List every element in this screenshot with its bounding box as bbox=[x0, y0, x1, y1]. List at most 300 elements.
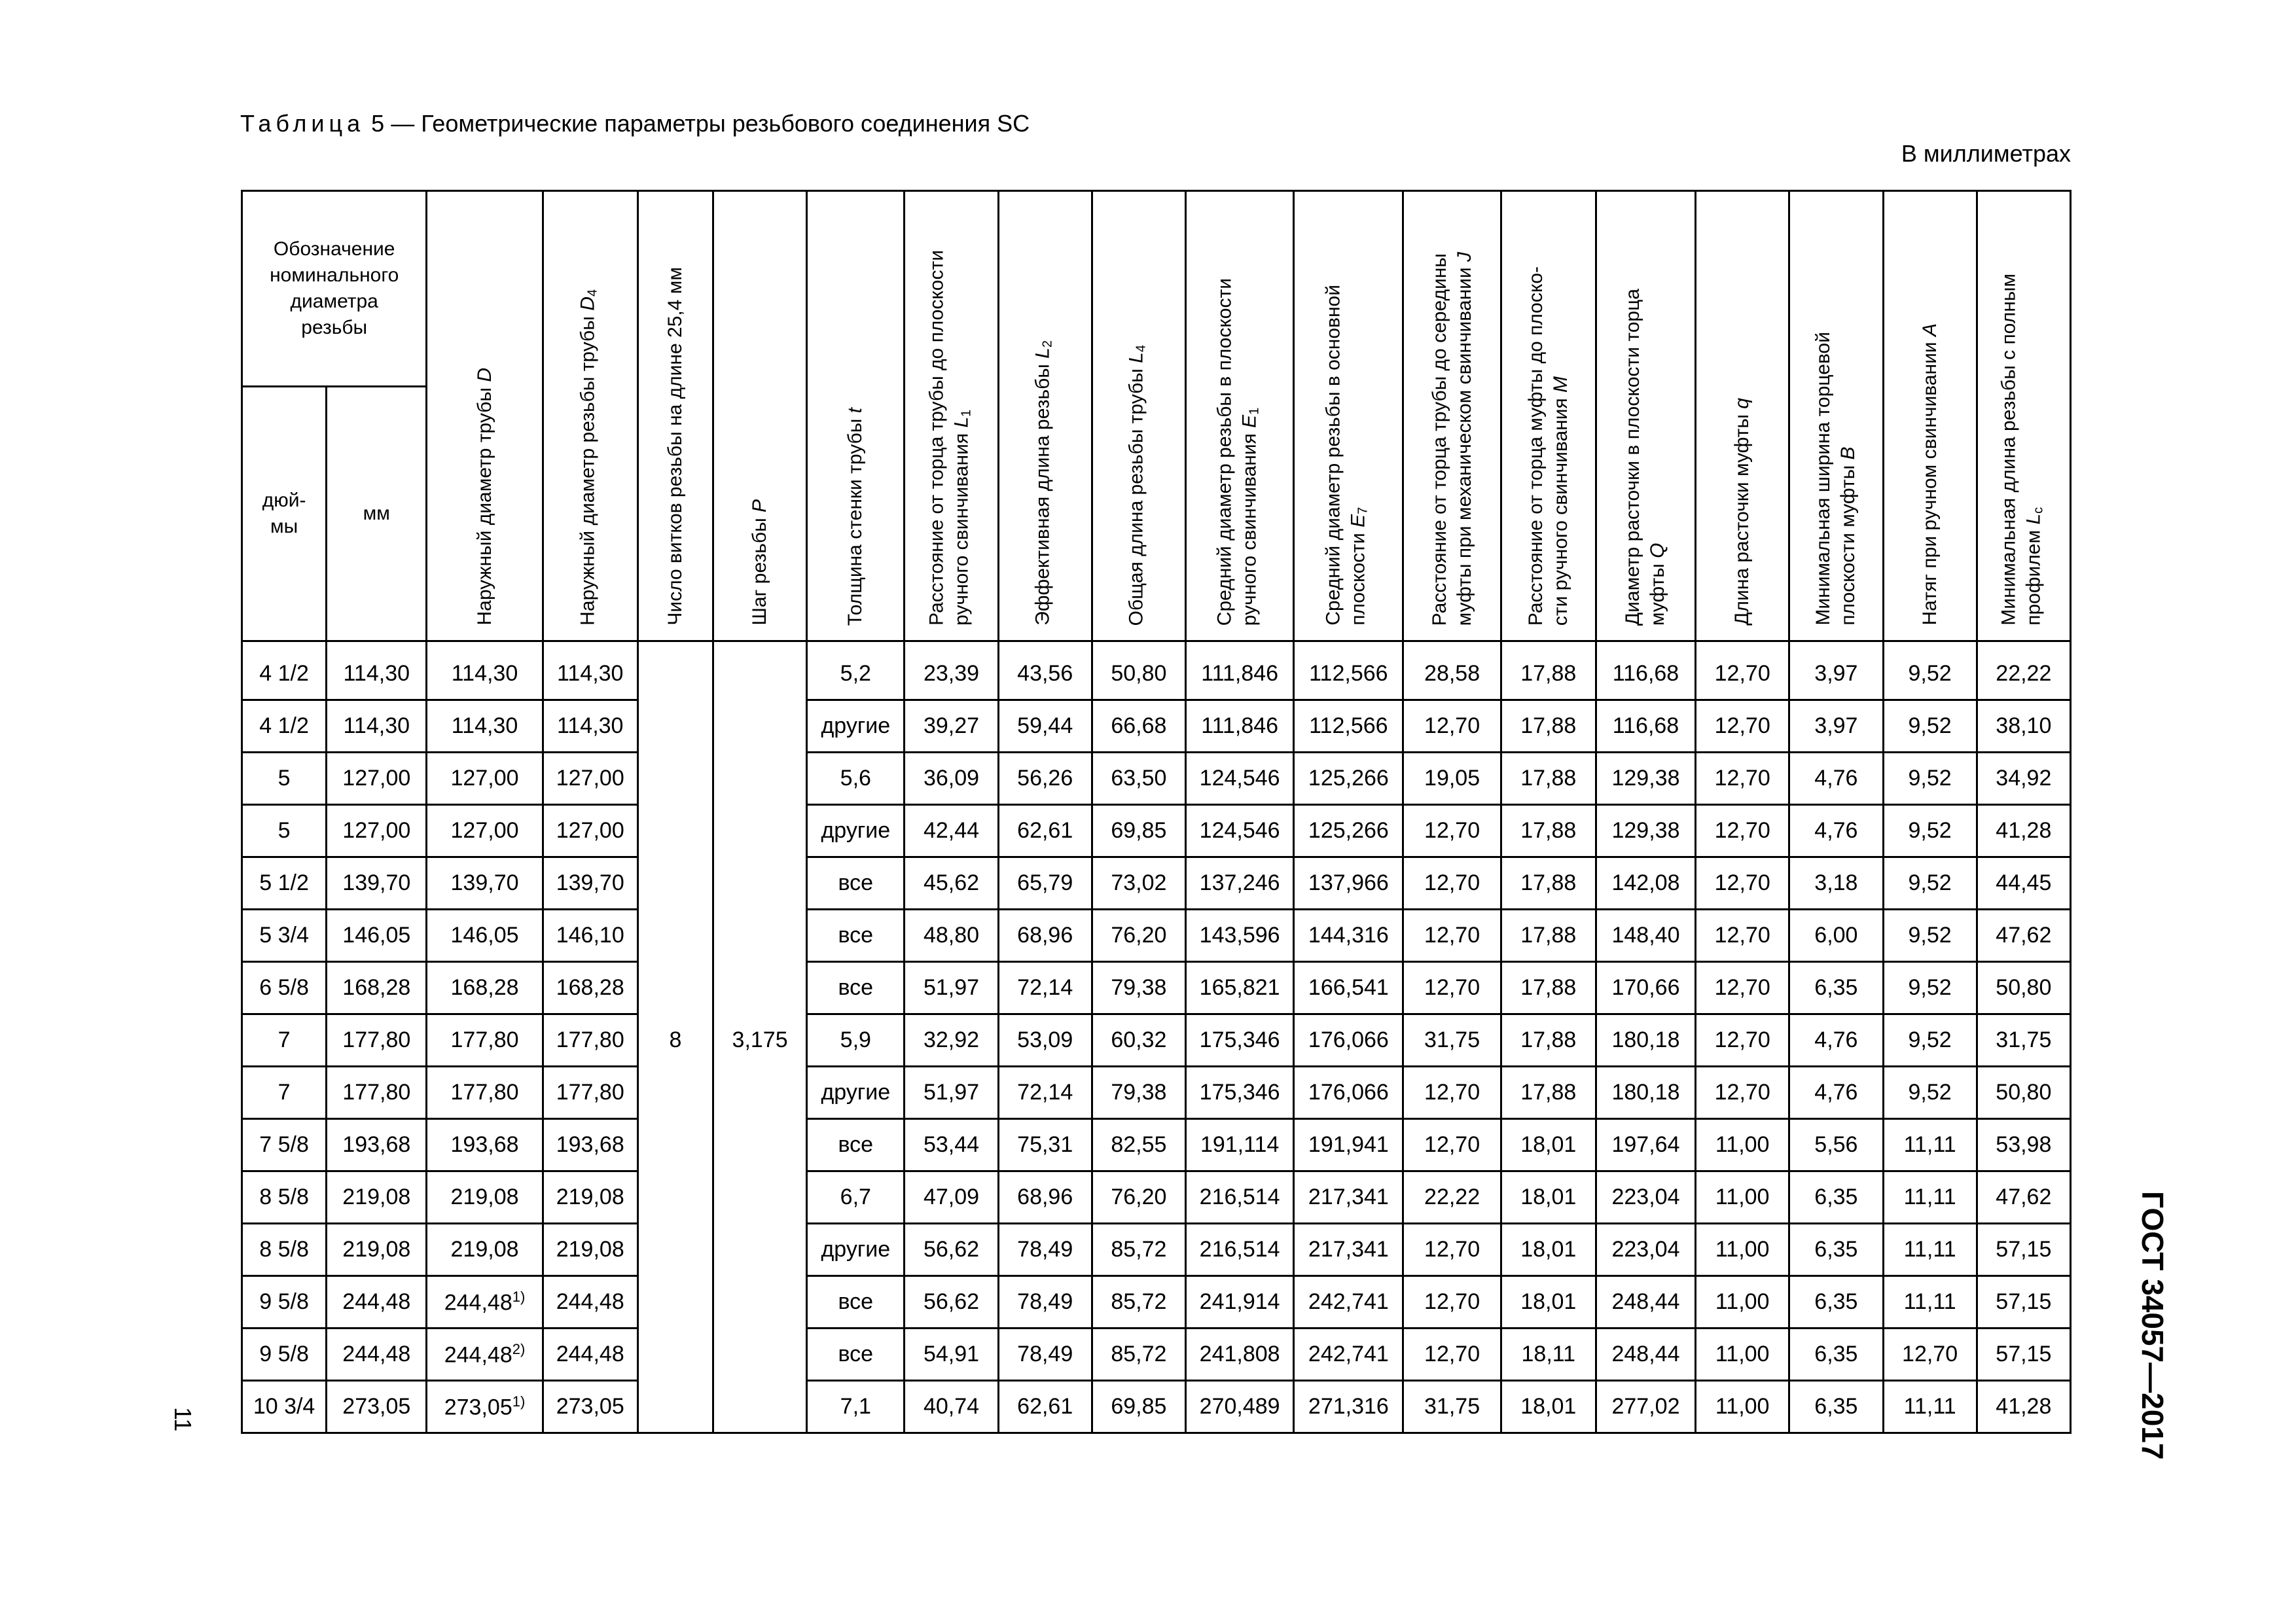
cell-inch: 8 5/8 bbox=[242, 1224, 327, 1276]
header-Lc: Минимальная длина резьбы с полным профилем $L_c$ bbox=[1977, 191, 2070, 641]
cell-J: 31,75 bbox=[1403, 1014, 1501, 1067]
cell-t: другие bbox=[807, 700, 905, 753]
cell-q: 11,00 bbox=[1696, 1276, 1789, 1329]
cell-L2: 56,26 bbox=[998, 753, 1092, 805]
cell-Q: 223,04 bbox=[1596, 1224, 1695, 1276]
cell-L4: 66,68 bbox=[1092, 700, 1185, 753]
cell-B: 4,76 bbox=[1789, 1014, 1883, 1067]
cell-E1: 143,596 bbox=[1186, 910, 1294, 962]
table-body bbox=[242, 641, 2071, 1433]
cell-L4: 82,55 bbox=[1092, 1119, 1185, 1171]
cell-Lc: 41,28 bbox=[1977, 1381, 2070, 1433]
cell-E1: 124,546 bbox=[1186, 753, 1294, 805]
cell-L4: 76,20 bbox=[1092, 910, 1185, 962]
cell-L1: 47,09 bbox=[905, 1171, 998, 1224]
table-caption bbox=[240, 110, 1030, 137]
caption-label: Таблица bbox=[240, 110, 365, 137]
cell-E1: 165,821 bbox=[1186, 962, 1294, 1014]
cell-A: 9,52 bbox=[1883, 857, 1977, 910]
cell-J: 22,22 bbox=[1403, 1171, 1501, 1224]
standard-designation: ГОСТ 34057—2017 bbox=[2136, 1191, 2170, 1460]
cell-D: 168,28 bbox=[427, 962, 543, 1014]
cell-mm: 177,80 bbox=[327, 1067, 427, 1119]
cell-L1: 51,97 bbox=[905, 1067, 998, 1119]
cell-J: 12,70 bbox=[1403, 962, 1501, 1014]
cell-J: 12,70 bbox=[1403, 805, 1501, 857]
cell-inch: 7 bbox=[242, 1014, 327, 1067]
cell-q: 12,70 bbox=[1696, 805, 1789, 857]
cell-L4: 76,20 bbox=[1092, 1171, 1185, 1224]
table-row bbox=[242, 1171, 2071, 1224]
caption-title: — Геометрические параметры резьбового соединения SC bbox=[391, 110, 1030, 137]
cell-Lc: 47,62 bbox=[1977, 910, 2070, 962]
cell-M: 17,88 bbox=[1501, 753, 1596, 805]
cell-Lc: 41,28 bbox=[1977, 805, 2070, 857]
cell-B: 5,56 bbox=[1789, 1119, 1883, 1171]
cell-A: 9,52 bbox=[1883, 753, 1977, 805]
cell-L1: 36,09 bbox=[905, 753, 998, 805]
cell-L1: 45,62 bbox=[905, 857, 998, 910]
header-thread-outer-diameter: Наружный диаметр резьбы трубы $D_4$ bbox=[543, 191, 637, 641]
cell-D: 127,00 bbox=[427, 753, 543, 805]
header-A: Натяг при ручном свинчивании A bbox=[1883, 191, 1977, 641]
cell-D: 273,05$^{1)}$ bbox=[427, 1381, 543, 1433]
table-row bbox=[242, 649, 2071, 700]
cell-L2: 78,49 bbox=[998, 1329, 1092, 1381]
cell-L2: 68,96 bbox=[998, 1171, 1092, 1224]
cell-D4: 244,48 bbox=[543, 1276, 637, 1329]
cell-L1: 54,91 bbox=[905, 1329, 998, 1381]
cell-D: 219,08 bbox=[427, 1224, 543, 1276]
cell-inch: 10 3/4 bbox=[242, 1381, 327, 1433]
cell-Lc: 34,92 bbox=[1977, 753, 2070, 805]
cell-L2: 78,49 bbox=[998, 1276, 1092, 1329]
header-J: Расстояние от торца трубы до середины муфты при механическом свинчивании J bbox=[1403, 191, 1501, 641]
cell-Q: 142,08 bbox=[1596, 857, 1695, 910]
page-number: 11 bbox=[170, 1407, 196, 1432]
cell-E1: 137,246 bbox=[1186, 857, 1294, 910]
cell-Q: 248,44 bbox=[1596, 1329, 1695, 1381]
cell-t: 7,1 bbox=[807, 1381, 905, 1433]
cell-D: 244,48$^{2)}$ bbox=[427, 1329, 543, 1381]
cell-B: 4,76 bbox=[1789, 1067, 1883, 1119]
cell-L1: 48,80 bbox=[905, 910, 998, 962]
cell-J: 12,70 bbox=[1403, 857, 1501, 910]
cell-mm: 219,08 bbox=[327, 1171, 427, 1224]
cell-E1: 216,514 bbox=[1186, 1171, 1294, 1224]
header-outer-diameter: Наружный диаметр трубы D bbox=[427, 191, 543, 641]
header-B: Минимальная ширина торцевой плоскости муфты B bbox=[1789, 191, 1883, 641]
cell-L2: 72,14 bbox=[998, 1067, 1092, 1119]
cell-mm: 146,05 bbox=[327, 910, 427, 962]
table-row bbox=[242, 962, 2071, 1014]
cell-turns: 8 bbox=[637, 649, 713, 1433]
cell-D: 244,48$^{1)}$ bbox=[427, 1276, 543, 1329]
cell-mm: 193,68 bbox=[327, 1119, 427, 1171]
cell-J: 12,70 bbox=[1403, 1119, 1501, 1171]
cell-M: 18,01 bbox=[1501, 1171, 1596, 1224]
cell-D: 177,80 bbox=[427, 1067, 543, 1119]
cell-Lc: 31,75 bbox=[1977, 1014, 2070, 1067]
cell-L4: 63,50 bbox=[1092, 753, 1185, 805]
cell-t: все bbox=[807, 1276, 905, 1329]
cell-L4: 85,72 bbox=[1092, 1329, 1185, 1381]
cell-q: 11,00 bbox=[1696, 1171, 1789, 1224]
cell-M: 18,01 bbox=[1501, 1381, 1596, 1433]
cell-M: 17,88 bbox=[1501, 910, 1596, 962]
cell-D: 219,08 bbox=[427, 1171, 543, 1224]
cell-B: 3,97 bbox=[1789, 700, 1883, 753]
cell-t: другие bbox=[807, 1224, 905, 1276]
table-row bbox=[242, 1067, 2071, 1119]
cell-Q: 180,18 bbox=[1596, 1067, 1695, 1119]
units-note: В миллиметрах bbox=[1901, 140, 2071, 167]
cell-D4: 244,48 bbox=[543, 1329, 637, 1381]
cell-L4: 60,32 bbox=[1092, 1014, 1185, 1067]
cell-mm: 273,05 bbox=[327, 1381, 427, 1433]
cell-L4: 69,85 bbox=[1092, 1381, 1185, 1433]
cell-A: 11,11 bbox=[1883, 1171, 1977, 1224]
cell-M: 17,88 bbox=[1501, 805, 1596, 857]
cell-Q: 148,40 bbox=[1596, 910, 1695, 962]
cell-mm: 244,48 bbox=[327, 1329, 427, 1381]
cell-J: 19,05 bbox=[1403, 753, 1501, 805]
cell-D4: 219,08 bbox=[543, 1224, 637, 1276]
cell-L2: 75,31 bbox=[998, 1119, 1092, 1171]
cell-B: 4,76 bbox=[1789, 805, 1883, 857]
cell-mm: 219,08 bbox=[327, 1224, 427, 1276]
cell-L2: 65,79 bbox=[998, 857, 1092, 910]
cell-Lc: 50,80 bbox=[1977, 1067, 2070, 1119]
cell-D: 114,30 bbox=[427, 649, 543, 700]
cell-L4: 85,72 bbox=[1092, 1224, 1185, 1276]
cell-D4: 193,68 bbox=[543, 1119, 637, 1171]
cell-E1: 175,346 bbox=[1186, 1014, 1294, 1067]
cell-q: 11,00 bbox=[1696, 1381, 1789, 1433]
cell-E7: 176,066 bbox=[1294, 1014, 1403, 1067]
cell-L2: 68,96 bbox=[998, 910, 1092, 962]
cell-L1: 23,39 bbox=[905, 649, 998, 700]
cell-mm: 177,80 bbox=[327, 1014, 427, 1067]
cell-E1: 124,546 bbox=[1186, 805, 1294, 857]
cell-mm: 127,00 bbox=[327, 805, 427, 857]
cell-L2: 78,49 bbox=[998, 1224, 1092, 1276]
cell-t: другие bbox=[807, 1067, 905, 1119]
header-L1: Расстояние от торца трубы до плоскости ручного свинчивания $L_1$ bbox=[905, 191, 998, 641]
cell-E7: 137,966 bbox=[1294, 857, 1403, 910]
cell-L1: 42,44 bbox=[905, 805, 998, 857]
cell-q: 11,00 bbox=[1696, 1224, 1789, 1276]
cell-Lc: 44,45 bbox=[1977, 857, 2070, 910]
cell-E1: 175,346 bbox=[1186, 1067, 1294, 1119]
cell-inch: 7 bbox=[242, 1067, 327, 1119]
cell-E7: 125,266 bbox=[1294, 805, 1403, 857]
cell-Lc: 57,15 bbox=[1977, 1276, 2070, 1329]
table-row bbox=[242, 910, 2071, 962]
cell-B: 6,35 bbox=[1789, 1171, 1883, 1224]
cell-E7: 176,066 bbox=[1294, 1067, 1403, 1119]
cell-D: 139,70 bbox=[427, 857, 543, 910]
cell-q: 12,70 bbox=[1696, 753, 1789, 805]
cell-q: 12,70 bbox=[1696, 910, 1789, 962]
cell-L2: 72,14 bbox=[998, 962, 1092, 1014]
cell-L1: 39,27 bbox=[905, 700, 998, 753]
cell-E1: 270,489 bbox=[1186, 1381, 1294, 1433]
table-row bbox=[242, 857, 2071, 910]
cell-Lc: 53,98 bbox=[1977, 1119, 2070, 1171]
header-E1: Средний диаметр резьбы в плоскости ручного свинчивания $E_1$ bbox=[1186, 191, 1294, 641]
cell-L1: 53,44 bbox=[905, 1119, 998, 1171]
cell-E1: 111,846 bbox=[1186, 649, 1294, 700]
cell-L1: 32,92 bbox=[905, 1014, 998, 1067]
cell-J: 12,70 bbox=[1403, 1067, 1501, 1119]
cell-J: 12,70 bbox=[1403, 1276, 1501, 1329]
cell-M: 17,88 bbox=[1501, 700, 1596, 753]
caption-number: 5 bbox=[371, 110, 385, 137]
cell-Q: 129,38 bbox=[1596, 753, 1695, 805]
cell-E7: 144,316 bbox=[1294, 910, 1403, 962]
cell-q: 12,70 bbox=[1696, 649, 1789, 700]
cell-q: 11,00 bbox=[1696, 1119, 1789, 1171]
cell-B: 3,97 bbox=[1789, 649, 1883, 700]
cell-D: 127,00 bbox=[427, 805, 543, 857]
cell-E1: 241,808 bbox=[1186, 1329, 1294, 1381]
cell-J: 12,70 bbox=[1403, 700, 1501, 753]
cell-L1: 56,62 bbox=[905, 1224, 998, 1276]
table-row bbox=[242, 753, 2071, 805]
table-row bbox=[242, 700, 2071, 753]
cell-q: 12,70 bbox=[1696, 1014, 1789, 1067]
cell-t: 5,9 bbox=[807, 1014, 905, 1067]
cell-D4: 114,30 bbox=[543, 649, 637, 700]
cell-q: 12,70 bbox=[1696, 962, 1789, 1014]
cell-B: 6,35 bbox=[1789, 1329, 1883, 1381]
cell-B: 4,76 bbox=[1789, 753, 1883, 805]
cell-Q: 116,68 bbox=[1596, 700, 1695, 753]
cell-D4: 127,00 bbox=[543, 805, 637, 857]
cell-mm: 168,28 bbox=[327, 962, 427, 1014]
cell-E7: 217,341 bbox=[1294, 1224, 1403, 1276]
cell-D: 193,68 bbox=[427, 1119, 543, 1171]
cell-inch: 4 1/2 bbox=[242, 700, 327, 753]
cell-mm: 114,30 bbox=[327, 649, 427, 700]
cell-M: 17,88 bbox=[1501, 1014, 1596, 1067]
cell-t: 6,7 bbox=[807, 1171, 905, 1224]
header-turns: Число витков резьбы на длине 25,4 мм bbox=[637, 191, 713, 641]
cell-M: 18,01 bbox=[1501, 1119, 1596, 1171]
cell-Q: 248,44 bbox=[1596, 1276, 1695, 1329]
cell-L4: 69,85 bbox=[1092, 805, 1185, 857]
cell-q: 12,70 bbox=[1696, 700, 1789, 753]
cell-A: 9,52 bbox=[1883, 1014, 1977, 1067]
cell-B: 6,35 bbox=[1789, 1276, 1883, 1329]
cell-B: 6,35 bbox=[1789, 962, 1883, 1014]
cell-Q: 170,66 bbox=[1596, 962, 1695, 1014]
cell-Q: 277,02 bbox=[1596, 1381, 1695, 1433]
cell-E1: 216,514 bbox=[1186, 1224, 1294, 1276]
cell-inch: 6 5/8 bbox=[242, 962, 327, 1014]
cell-E7: 242,741 bbox=[1294, 1329, 1403, 1381]
cell-inch: 4 1/2 bbox=[242, 649, 327, 700]
cell-Lc: 22,22 bbox=[1977, 649, 2070, 700]
cell-B: 6,35 bbox=[1789, 1381, 1883, 1433]
header-mm: мм bbox=[327, 387, 427, 641]
cell-L2: 59,44 bbox=[998, 700, 1092, 753]
cell-E1: 111,846 bbox=[1186, 700, 1294, 753]
cell-M: 17,88 bbox=[1501, 962, 1596, 1014]
cell-mm: 127,00 bbox=[327, 753, 427, 805]
cell-A: 11,11 bbox=[1883, 1224, 1977, 1276]
cell-B: 6,35 bbox=[1789, 1224, 1883, 1276]
table-row bbox=[242, 1224, 2071, 1276]
cell-M: 17,88 bbox=[1501, 857, 1596, 910]
header-Q: Диаметр расточки в плоскости торца муфты Q bbox=[1596, 191, 1695, 641]
cell-D4: 127,00 bbox=[543, 753, 637, 805]
cell-L4: 85,72 bbox=[1092, 1276, 1185, 1329]
cell-inch: 8 5/8 bbox=[242, 1171, 327, 1224]
cell-E7: 271,316 bbox=[1294, 1381, 1403, 1433]
footnote-marker: 1) bbox=[512, 1288, 526, 1305]
cell-inch: 9 5/8 bbox=[242, 1276, 327, 1329]
cell-Lc: 57,15 bbox=[1977, 1329, 2070, 1381]
table-row bbox=[242, 805, 2071, 857]
cell-Q: 129,38 bbox=[1596, 805, 1695, 857]
header-inches: дюй-мы bbox=[242, 387, 327, 641]
cell-Q: 223,04 bbox=[1596, 1171, 1695, 1224]
cell-E1: 191,114 bbox=[1186, 1119, 1294, 1171]
cell-Q: 197,64 bbox=[1596, 1119, 1695, 1171]
cell-Lc: 38,10 bbox=[1977, 700, 2070, 753]
cell-E1: 241,914 bbox=[1186, 1276, 1294, 1329]
cell-L2: 62,61 bbox=[998, 805, 1092, 857]
table-row bbox=[242, 1381, 2071, 1433]
cell-M: 17,88 bbox=[1501, 649, 1596, 700]
cell-Q: 180,18 bbox=[1596, 1014, 1695, 1067]
cell-D4: 168,28 bbox=[543, 962, 637, 1014]
cell-t: все bbox=[807, 910, 905, 962]
cell-Lc: 50,80 bbox=[1977, 962, 2070, 1014]
cell-L2: 53,09 bbox=[998, 1014, 1092, 1067]
cell-M: 18,11 bbox=[1501, 1329, 1596, 1381]
cell-q: 12,70 bbox=[1696, 857, 1789, 910]
cell-t: все bbox=[807, 857, 905, 910]
cell-t: все bbox=[807, 1119, 905, 1171]
cell-mm: 139,70 bbox=[327, 857, 427, 910]
footnote-marker: 2) bbox=[512, 1340, 526, 1357]
cell-A: 11,11 bbox=[1883, 1119, 1977, 1171]
cell-B: 6,00 bbox=[1789, 910, 1883, 962]
cell-J: 12,70 bbox=[1403, 910, 1501, 962]
cell-Lc: 47,62 bbox=[1977, 1171, 2070, 1224]
cell-L1: 56,62 bbox=[905, 1276, 998, 1329]
cell-A: 9,52 bbox=[1883, 805, 1977, 857]
cell-A: 9,52 bbox=[1883, 649, 1977, 700]
cell-A: 9,52 bbox=[1883, 962, 1977, 1014]
cell-t: все bbox=[807, 962, 905, 1014]
cell-E7: 112,566 bbox=[1294, 700, 1403, 753]
cell-M: 17,88 bbox=[1501, 1067, 1596, 1119]
cell-t: другие bbox=[807, 805, 905, 857]
cell-D: 177,80 bbox=[427, 1014, 543, 1067]
cell-E7: 125,266 bbox=[1294, 753, 1403, 805]
cell-D4: 177,80 bbox=[543, 1067, 637, 1119]
cell-A: 9,52 bbox=[1883, 910, 1977, 962]
header-L2: Эффективная длина резьбы $L_2$ bbox=[998, 191, 1092, 641]
cell-inch: 5 3/4 bbox=[242, 910, 327, 962]
cell-M: 18,01 bbox=[1501, 1224, 1596, 1276]
cell-inch: 5 bbox=[242, 805, 327, 857]
cell-D: 146,05 bbox=[427, 910, 543, 962]
cell-B: 3,18 bbox=[1789, 857, 1883, 910]
cell-q: 12,70 bbox=[1696, 1067, 1789, 1119]
header-wall: Толщина стенки трубы t bbox=[807, 191, 905, 641]
thread-parameters-table bbox=[241, 190, 2072, 1434]
cell-A: 9,52 bbox=[1883, 1067, 1977, 1119]
header-designation: Обозначение номинального диаметра резьбы bbox=[242, 191, 427, 387]
cell-t: 5,6 bbox=[807, 753, 905, 805]
cell-E7: 191,941 bbox=[1294, 1119, 1403, 1171]
cell-E7: 166,541 bbox=[1294, 962, 1403, 1014]
table-row bbox=[242, 1014, 2071, 1067]
cell-inch: 7 5/8 bbox=[242, 1119, 327, 1171]
cell-D: 114,30 bbox=[427, 700, 543, 753]
cell-M: 18,01 bbox=[1501, 1276, 1596, 1329]
cell-inch: 5 bbox=[242, 753, 327, 805]
cell-A: 11,11 bbox=[1883, 1381, 1977, 1433]
cell-Lc: 57,15 bbox=[1977, 1224, 2070, 1276]
cell-pitch: 3,175 bbox=[713, 649, 807, 1433]
cell-L4: 50,80 bbox=[1092, 649, 1185, 700]
header-L4: Общая длина резьбы трубы $L_4$ bbox=[1092, 191, 1185, 641]
cell-E7: 112,566 bbox=[1294, 649, 1403, 700]
cell-inch: 5 1/2 bbox=[242, 857, 327, 910]
cell-inch: 9 5/8 bbox=[242, 1329, 327, 1381]
cell-J: 28,58 bbox=[1403, 649, 1501, 700]
table-row bbox=[242, 1119, 2071, 1171]
cell-A: 9,52 bbox=[1883, 700, 1977, 753]
cell-L2: 43,56 bbox=[998, 649, 1092, 700]
footnote-marker: 1) bbox=[512, 1393, 526, 1410]
cell-t: все bbox=[807, 1329, 905, 1381]
cell-D4: 273,05 bbox=[543, 1381, 637, 1433]
cell-mm: 244,48 bbox=[327, 1276, 427, 1329]
cell-L4: 79,38 bbox=[1092, 962, 1185, 1014]
cell-q: 11,00 bbox=[1696, 1329, 1789, 1381]
cell-D4: 177,80 bbox=[543, 1014, 637, 1067]
cell-L1: 51,97 bbox=[905, 962, 998, 1014]
cell-A: 11,11 bbox=[1883, 1276, 1977, 1329]
cell-D4: 146,10 bbox=[543, 910, 637, 962]
cell-mm: 114,30 bbox=[327, 700, 427, 753]
cell-L2: 62,61 bbox=[998, 1381, 1092, 1433]
cell-D4: 114,30 bbox=[543, 700, 637, 753]
cell-A: 12,70 bbox=[1883, 1329, 1977, 1381]
header-M: Расстояние от торца муфты до плоско- сти ручного свинчивания M bbox=[1501, 191, 1596, 641]
header-E7: Средний диаметр резьбы в основной плоскости $E_7$ bbox=[1294, 191, 1403, 641]
table-row bbox=[242, 1329, 2071, 1381]
cell-L1: 40,74 bbox=[905, 1381, 998, 1433]
cell-J: 12,70 bbox=[1403, 1224, 1501, 1276]
cell-D4: 219,08 bbox=[543, 1171, 637, 1224]
cell-Q: 116,68 bbox=[1596, 649, 1695, 700]
cell-D4: 139,70 bbox=[543, 857, 637, 910]
cell-L4: 73,02 bbox=[1092, 857, 1185, 910]
table-row bbox=[242, 1276, 2071, 1329]
cell-J: 31,75 bbox=[1403, 1381, 1501, 1433]
cell-t: 5,2 bbox=[807, 649, 905, 700]
cell-E7: 217,341 bbox=[1294, 1171, 1403, 1224]
cell-E7: 242,741 bbox=[1294, 1276, 1403, 1329]
